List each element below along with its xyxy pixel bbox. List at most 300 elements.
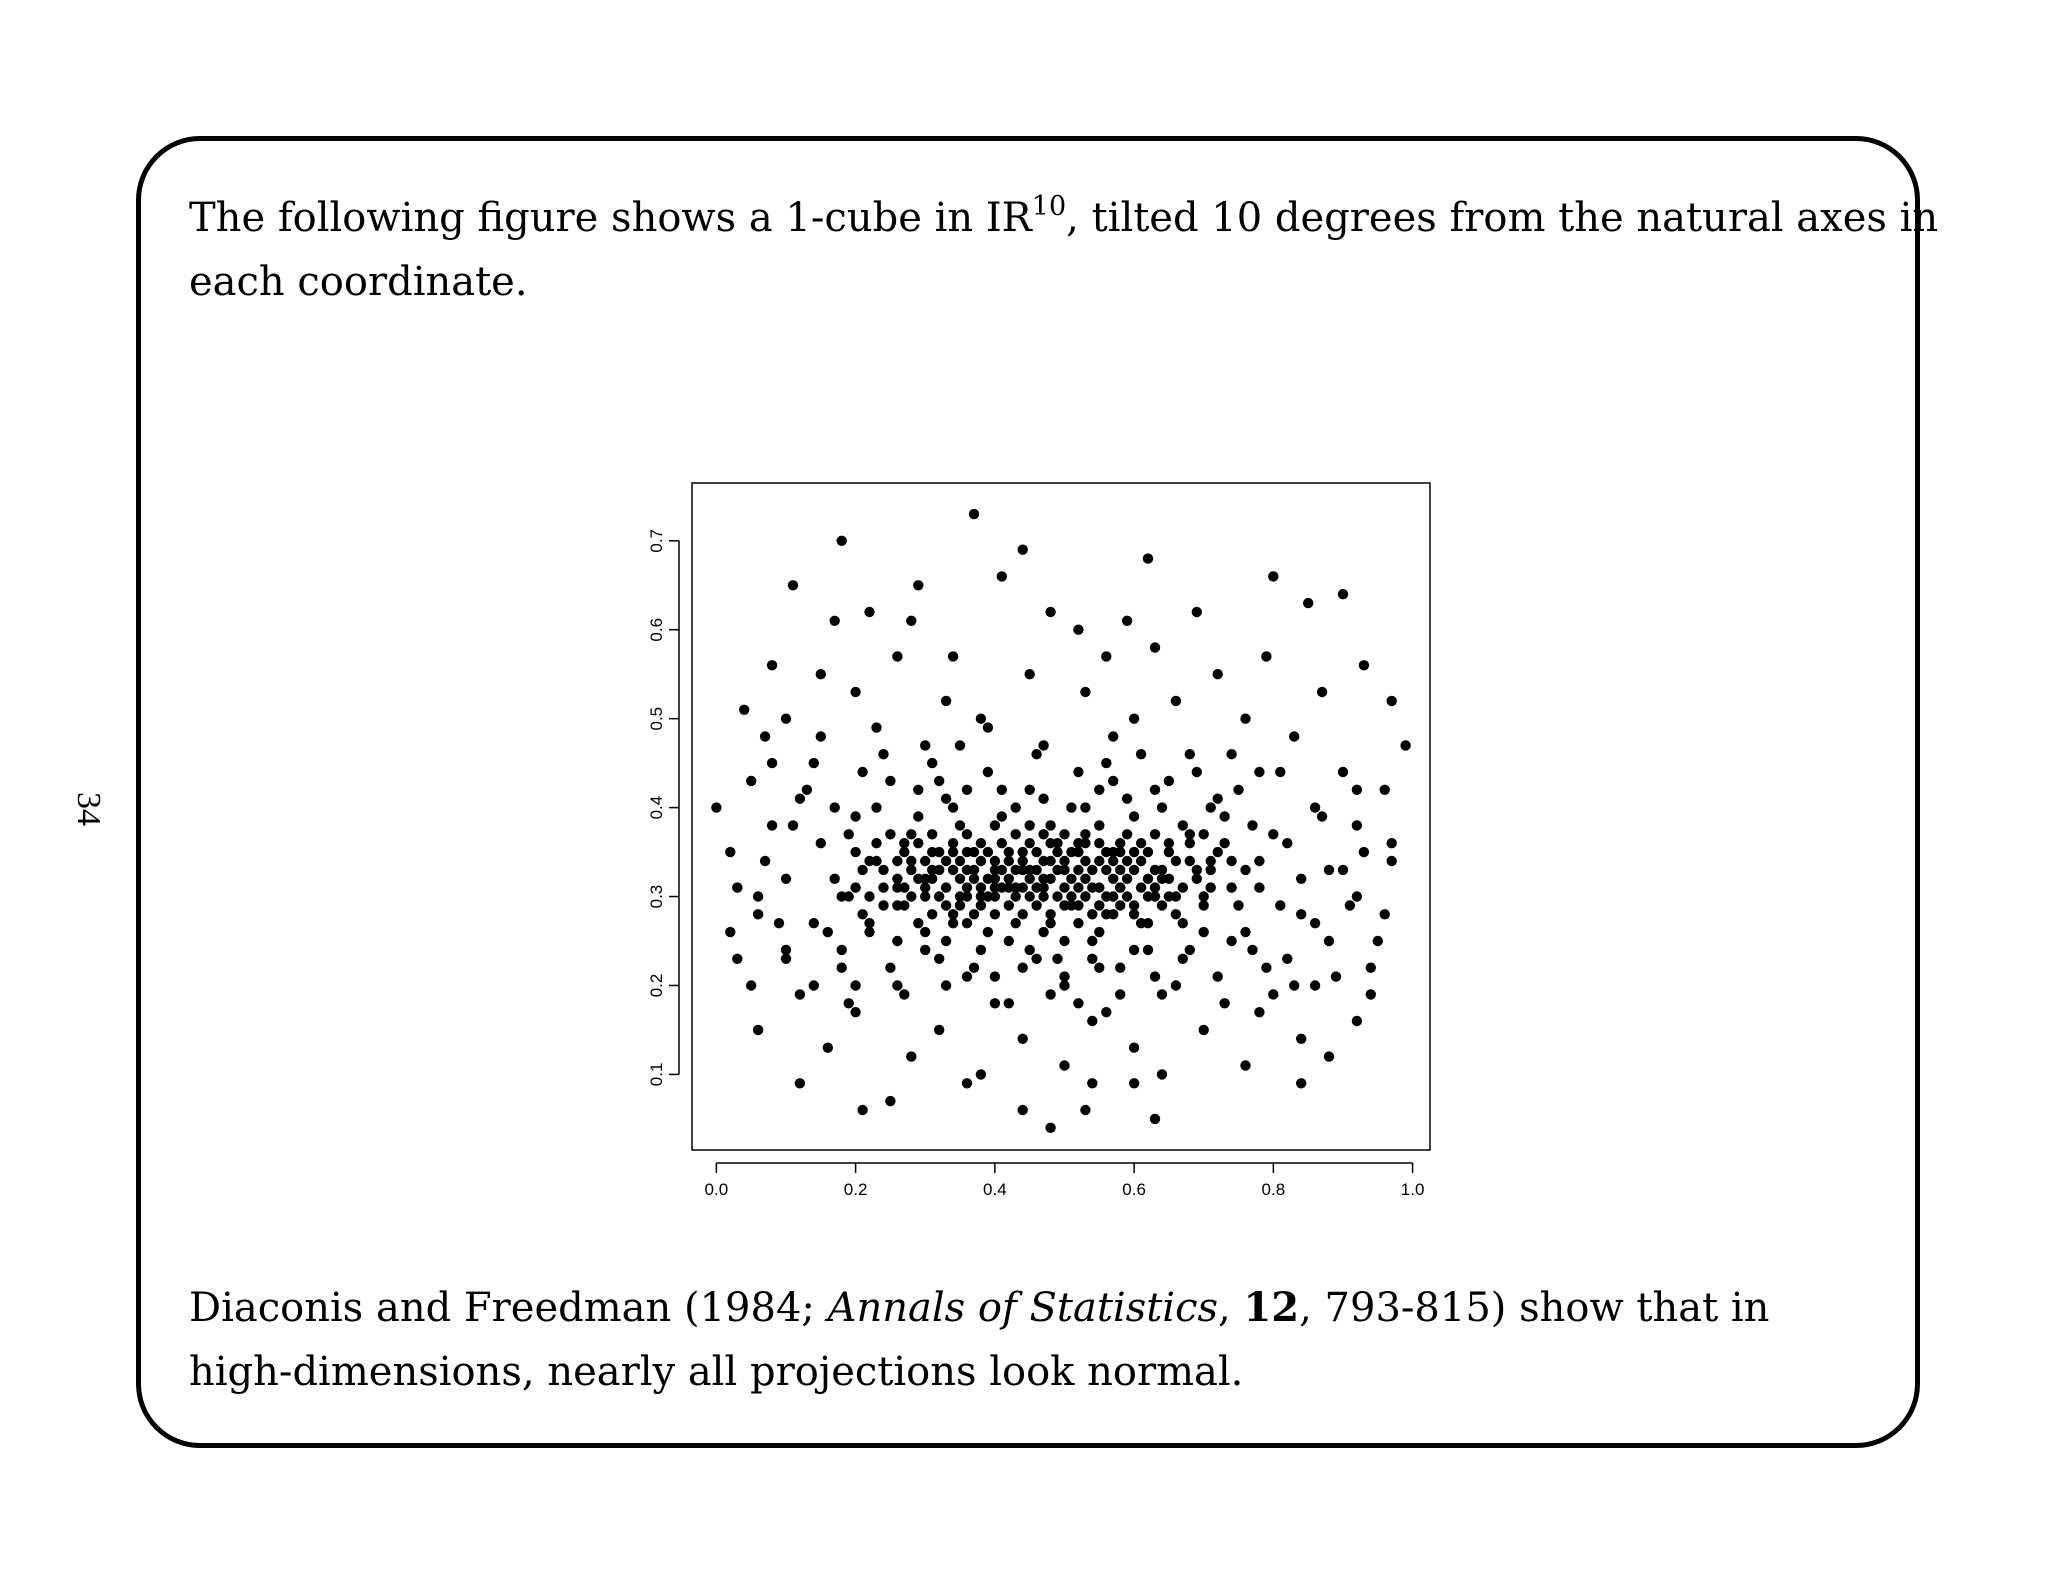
scatter-point xyxy=(1129,1043,1139,1053)
scatter-point xyxy=(1352,820,1362,830)
scatter-point xyxy=(990,874,1000,884)
scatter-point xyxy=(1080,687,1090,697)
scatter-point xyxy=(1247,820,1257,830)
scatter-point xyxy=(899,838,909,848)
scatter-point xyxy=(1219,838,1229,848)
x-tick-label: 1.0 xyxy=(1400,1180,1425,1199)
scatter-point xyxy=(906,829,916,839)
scatter-point xyxy=(844,998,854,1008)
scatter-point xyxy=(753,1025,763,1035)
scatter-point xyxy=(885,776,895,786)
scatter-point xyxy=(857,1105,867,1115)
scatter-point xyxy=(892,882,902,892)
intro-text: The following figure shows a 1-cube in xyxy=(189,195,986,241)
scatter-point xyxy=(1373,936,1383,946)
scatter-point xyxy=(1038,794,1048,804)
scatter-point xyxy=(1025,785,1035,795)
scatter-point xyxy=(1143,553,1153,563)
scatter-point xyxy=(1018,963,1028,973)
scatter-point xyxy=(1324,1051,1334,1061)
scatter-point xyxy=(795,1078,805,1088)
scatter-point xyxy=(1115,900,1125,910)
scatter-point xyxy=(927,874,937,884)
scatter-point xyxy=(990,909,1000,919)
scatter-point xyxy=(1261,963,1271,973)
scatter-point xyxy=(809,918,819,928)
scatter-point xyxy=(1268,571,1278,581)
scatter-point xyxy=(1052,838,1062,848)
scatter-point xyxy=(913,785,923,795)
scatter-point xyxy=(1233,785,1243,795)
scatter-point xyxy=(1206,856,1216,866)
scatter-point xyxy=(976,945,986,955)
scatter-point xyxy=(1094,963,1104,973)
scatter-point xyxy=(1359,660,1369,670)
citation-text-continued: , 793-815) show that in xyxy=(1299,1285,1770,1331)
scatter-point xyxy=(1136,838,1146,848)
scatter-point xyxy=(1213,971,1223,981)
scatter-point xyxy=(1004,882,1014,892)
scatter-point xyxy=(962,882,972,892)
scatter-point xyxy=(746,980,756,990)
scatter-point xyxy=(934,1025,944,1035)
scatter-point xyxy=(1331,971,1341,981)
scatter-point xyxy=(1254,1007,1264,1017)
scatter-point xyxy=(948,847,958,857)
scatter-point xyxy=(1129,865,1139,875)
scatter-point xyxy=(1157,900,1167,910)
scatter-point xyxy=(955,874,965,884)
scatter-point xyxy=(934,865,944,875)
citation-line-2: high-dimensions, nearly all projections look normal. xyxy=(189,1349,1244,1395)
scatter-point xyxy=(1150,971,1160,981)
scatter-point xyxy=(753,909,763,919)
scatter-point xyxy=(1059,971,1069,981)
scatter-point xyxy=(1094,820,1104,830)
scatter-point xyxy=(1366,963,1376,973)
scatter-point xyxy=(1192,607,1202,617)
scatter-point xyxy=(1338,589,1348,599)
scatter-point xyxy=(1296,1034,1306,1044)
journal-name: Annals of Statistics xyxy=(827,1285,1219,1331)
scatter-point xyxy=(899,989,909,999)
scatter-point xyxy=(1206,802,1216,812)
volume-number: 12 xyxy=(1243,1284,1300,1331)
intro-paragraph xyxy=(189,186,1938,314)
scatter-point xyxy=(1011,891,1021,901)
scatter-point xyxy=(1080,874,1090,884)
scatter-point xyxy=(850,980,860,990)
x-tick-label: 0.4 xyxy=(983,1180,1007,1199)
scatter-point xyxy=(962,865,972,875)
scatter-point xyxy=(1206,865,1216,875)
scatter-point xyxy=(1150,1114,1160,1124)
scatter-point xyxy=(976,900,986,910)
scatter-point xyxy=(1059,980,1069,990)
scatter-point xyxy=(1115,963,1125,973)
scatter-point xyxy=(816,669,826,679)
scatter-point xyxy=(983,891,993,901)
scatter-point xyxy=(1275,900,1285,910)
y-tick-label: 0.1 xyxy=(647,1062,666,1087)
scatter-point xyxy=(1219,998,1229,1008)
scatter-point xyxy=(1143,847,1153,857)
scatter-point xyxy=(920,945,930,955)
scatter-point xyxy=(1282,954,1292,964)
scatter-point xyxy=(767,660,777,670)
scatter-point xyxy=(1059,865,1069,875)
scatter-point xyxy=(1324,936,1334,946)
y-tick-label: 0.2 xyxy=(647,973,666,998)
scatter-point xyxy=(920,856,930,866)
scatter-point xyxy=(1018,856,1028,866)
scatter-point xyxy=(1199,1025,1209,1035)
page-number: 34 xyxy=(70,792,107,826)
scatter-point xyxy=(1059,829,1069,839)
scatter-point xyxy=(1087,1078,1097,1088)
scatter-point xyxy=(1261,651,1271,661)
scatter-point xyxy=(1254,767,1264,777)
scatter-point xyxy=(711,802,721,812)
scatter-point xyxy=(1143,874,1153,884)
scatter-point xyxy=(809,980,819,990)
scatter-point xyxy=(837,963,847,973)
scatter-point xyxy=(941,696,951,706)
scatter-point xyxy=(955,740,965,750)
scatter-point xyxy=(885,1096,895,1106)
scatter-point xyxy=(892,980,902,990)
scatter-point xyxy=(976,1069,986,1079)
scatter-point xyxy=(1338,767,1348,777)
scatter-point xyxy=(1143,945,1153,955)
scatter-point xyxy=(1087,882,1097,892)
y-tick-label: 0.6 xyxy=(647,617,666,642)
scatter-point xyxy=(1240,927,1250,937)
scatter-point xyxy=(899,900,909,910)
scatter-point xyxy=(725,847,735,857)
scatter-point xyxy=(941,980,951,990)
scatter-point xyxy=(1025,820,1035,830)
scatter-point xyxy=(969,963,979,973)
scatter-point xyxy=(1108,731,1118,741)
scatter-point xyxy=(1199,829,1209,839)
scatter-point xyxy=(1080,1105,1090,1115)
scatter-point xyxy=(1018,1105,1028,1115)
scatter-point xyxy=(1108,856,1118,866)
scatter-point xyxy=(1080,891,1090,901)
scatter-point xyxy=(864,927,874,937)
scatter-point xyxy=(941,856,951,866)
scatter-point xyxy=(781,874,791,884)
scatter-point xyxy=(1185,829,1195,839)
scatter-point xyxy=(1045,874,1055,884)
scatter-point xyxy=(850,1007,860,1017)
scatter-point xyxy=(976,838,986,848)
scatter-point xyxy=(1066,891,1076,901)
scatter-point xyxy=(997,571,1007,581)
scatter-point xyxy=(1073,865,1083,875)
scatter-point xyxy=(795,989,805,999)
scatter-point xyxy=(767,758,777,768)
scatter-point xyxy=(864,918,874,928)
scatter-point xyxy=(802,785,812,795)
scatter-point xyxy=(837,945,847,955)
scatter-point xyxy=(1115,865,1125,875)
scatter-point xyxy=(948,909,958,919)
scatter-point xyxy=(1045,989,1055,999)
scatter-point xyxy=(850,847,860,857)
scatter-point xyxy=(850,687,860,697)
scatter-point xyxy=(1025,838,1035,848)
scatter-point xyxy=(997,865,1007,875)
y-tick-label: 0.3 xyxy=(647,884,666,909)
real-numbers-symbol: IR xyxy=(985,195,1032,241)
scatter-point xyxy=(1157,989,1167,999)
scatter-point xyxy=(1199,927,1209,937)
scatter-point xyxy=(1213,669,1223,679)
scatter-point xyxy=(1122,794,1132,804)
scatter-point xyxy=(1004,900,1014,910)
scatter-point xyxy=(983,722,993,732)
scatter-point xyxy=(1038,829,1048,839)
scatter-point xyxy=(1164,847,1174,857)
scatter-point xyxy=(1136,918,1146,928)
scatter-point xyxy=(1025,874,1035,884)
scatter-point xyxy=(1031,865,1041,875)
scatter-point xyxy=(1101,758,1111,768)
scatter-point xyxy=(997,811,1007,821)
scatter-point xyxy=(781,954,791,964)
scatter-point xyxy=(1038,882,1048,892)
scatter-point xyxy=(1038,927,1048,937)
scatter-point xyxy=(1018,909,1028,919)
scatter-point xyxy=(1303,598,1313,608)
scatter-point xyxy=(1052,891,1062,901)
scatter-point xyxy=(1129,714,1139,724)
scatter-point xyxy=(1178,820,1188,830)
scatter-point xyxy=(1011,802,1021,812)
scatter-point xyxy=(1045,918,1055,928)
scatter-point xyxy=(1171,856,1181,866)
intro-line-2: each coordinate. xyxy=(189,259,528,305)
scatter-point xyxy=(1296,909,1306,919)
scatter-point xyxy=(1310,980,1320,990)
scatter-point xyxy=(1164,874,1174,884)
scatter-point xyxy=(906,1051,916,1061)
scatter-point xyxy=(1380,785,1390,795)
scatter-point xyxy=(1087,954,1097,964)
scatter-point xyxy=(885,963,895,973)
scatter-point xyxy=(962,829,972,839)
scatter-point xyxy=(920,882,930,892)
scatter-point xyxy=(1004,936,1014,946)
scatter-point xyxy=(844,829,854,839)
scatter-point xyxy=(878,749,888,759)
scatter-point xyxy=(1066,802,1076,812)
scatter-point xyxy=(1080,829,1090,839)
scatter-point xyxy=(1157,865,1167,875)
scatter-point xyxy=(920,740,930,750)
scatter-point xyxy=(837,536,847,546)
scatter-point xyxy=(878,865,888,875)
scatter-point xyxy=(1094,838,1104,848)
scatter-point xyxy=(850,882,860,892)
scatter-point xyxy=(760,731,770,741)
scatter-point xyxy=(1129,900,1139,910)
scatter-point xyxy=(990,856,1000,866)
scatter-point xyxy=(1226,936,1236,946)
scatter-point xyxy=(1101,1007,1111,1017)
scatter-point xyxy=(913,838,923,848)
scatter-point xyxy=(1233,900,1243,910)
scatter-point xyxy=(1101,865,1111,875)
scatter-point xyxy=(1004,847,1014,857)
scatter-point xyxy=(1031,749,1041,759)
scatter-point xyxy=(1025,891,1035,901)
scatter-point xyxy=(1129,847,1139,857)
scatter-point xyxy=(1247,945,1257,955)
scatter-point xyxy=(1073,767,1083,777)
scatter-point xyxy=(1073,998,1083,1008)
scatter-point xyxy=(1178,918,1188,928)
scatter-point xyxy=(962,1078,972,1088)
scatter-point xyxy=(753,891,763,901)
scatter-point xyxy=(1101,651,1111,661)
scatter-point xyxy=(976,882,986,892)
scatter-point xyxy=(1296,874,1306,884)
scatter-point xyxy=(1122,856,1132,866)
x-tick-label: 0.0 xyxy=(704,1180,729,1199)
scatter-point xyxy=(1164,891,1174,901)
scatter-point xyxy=(913,918,923,928)
scatter-point xyxy=(1004,998,1014,1008)
scatter-point xyxy=(1282,838,1292,848)
scatter-point xyxy=(1018,545,1028,555)
scatter-point xyxy=(1268,989,1278,999)
scatter-point xyxy=(1185,856,1195,866)
scatter-point xyxy=(927,847,937,857)
scatter-point xyxy=(816,838,826,848)
scatter-point xyxy=(1219,811,1229,821)
scatter-point xyxy=(1296,1078,1306,1088)
scatter-point xyxy=(1387,856,1397,866)
scatter-point xyxy=(969,847,979,857)
scatter-point xyxy=(983,767,993,777)
scatter-point xyxy=(962,785,972,795)
scatter-point xyxy=(1108,847,1118,857)
citation-paragraph xyxy=(189,1276,1769,1404)
scatter-point xyxy=(934,776,944,786)
scatter-point xyxy=(1129,909,1139,919)
scatter-point xyxy=(1073,838,1083,848)
scatter-point xyxy=(871,856,881,866)
scatter-point xyxy=(1129,811,1139,821)
scatter-point xyxy=(1136,882,1146,892)
scatter-point xyxy=(857,909,867,919)
scatter-point xyxy=(997,785,1007,795)
scatter-point xyxy=(1073,900,1083,910)
scatter-point xyxy=(1011,829,1021,839)
scatter-point xyxy=(983,847,993,857)
scatter-point xyxy=(746,776,756,786)
scatter-point xyxy=(1066,874,1076,884)
scatter-point xyxy=(1366,989,1376,999)
scatter-point xyxy=(1045,909,1055,919)
scatter-point xyxy=(1171,696,1181,706)
y-tick-label: 0.7 xyxy=(647,528,666,553)
scatter-point xyxy=(1387,696,1397,706)
scatter-plot xyxy=(620,460,1450,1210)
scatter-point xyxy=(885,829,895,839)
scatter-point xyxy=(906,865,916,875)
scatter-point xyxy=(1115,882,1125,892)
scatter-point xyxy=(823,1043,833,1053)
scatter-point xyxy=(1400,740,1410,750)
scatter-point xyxy=(1052,847,1062,857)
scatter-point xyxy=(1185,749,1195,759)
scatter-point xyxy=(878,900,888,910)
scatter-point xyxy=(1150,642,1160,652)
data-points xyxy=(711,509,1411,1133)
scatter-point xyxy=(1178,882,1188,892)
scatter-point xyxy=(941,794,951,804)
scatter-point xyxy=(1087,909,1097,919)
scatter-point xyxy=(955,820,965,830)
scatter-point xyxy=(899,847,909,857)
scatter-point xyxy=(1018,882,1028,892)
scatter-point xyxy=(927,758,937,768)
scatter-point xyxy=(1080,802,1090,812)
scatter-point xyxy=(1387,838,1397,848)
scatter-point xyxy=(1094,900,1104,910)
scatter-point xyxy=(1226,882,1236,892)
scatter-point xyxy=(830,874,840,884)
scatter-point xyxy=(941,882,951,892)
scatter-point xyxy=(1122,616,1132,626)
scatter-point xyxy=(1310,802,1320,812)
scatter-point xyxy=(1059,936,1069,946)
scatter-point xyxy=(781,945,791,955)
scatter-point xyxy=(1108,776,1118,786)
scatter-point xyxy=(1115,838,1125,848)
scatter-point xyxy=(1226,749,1236,759)
scatter-point xyxy=(1352,785,1362,795)
scatter-point xyxy=(1213,847,1223,857)
scatter-point xyxy=(906,616,916,626)
scatter-point xyxy=(913,874,923,884)
scatter-point xyxy=(850,811,860,821)
scatter-point xyxy=(990,820,1000,830)
scatter-point xyxy=(1066,847,1076,857)
scatter-point xyxy=(1317,687,1327,697)
scatter-point xyxy=(1359,847,1369,857)
scatter-point xyxy=(871,838,881,848)
scatter-point xyxy=(767,820,777,830)
scatter-point xyxy=(913,811,923,821)
scatter-point xyxy=(1011,918,1021,928)
scatter-point xyxy=(1025,669,1035,679)
scatter-point xyxy=(920,891,930,901)
scatter-point xyxy=(976,856,986,866)
scatter-point xyxy=(1011,865,1021,875)
scatter-point xyxy=(892,936,902,946)
scatter-point xyxy=(906,891,916,901)
scatter-point xyxy=(1059,856,1069,866)
scatter-point xyxy=(962,891,972,901)
citation-text: Diaconis and Freedman (1984; xyxy=(189,1285,828,1331)
scatter-point xyxy=(1254,882,1264,892)
scatter-point xyxy=(1038,740,1048,750)
